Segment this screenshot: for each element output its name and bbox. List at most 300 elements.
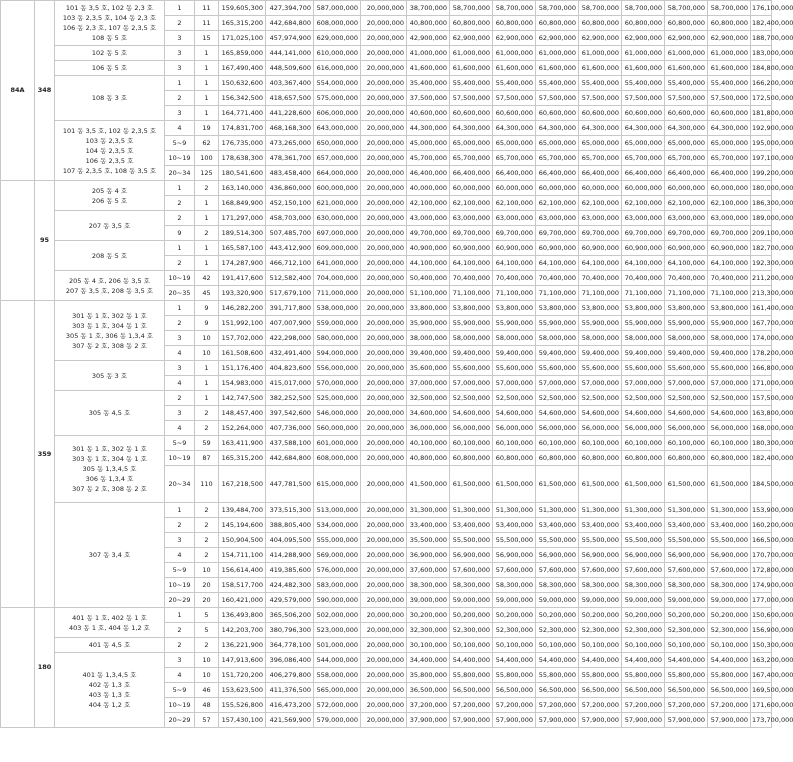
floor-cell: 20~34 bbox=[165, 466, 195, 503]
amount-cell: 164,771,400 bbox=[219, 106, 266, 121]
amount-cell: 38,300,000 bbox=[407, 578, 450, 593]
amount-cell: 163,800,000 bbox=[751, 406, 772, 421]
amount-cell: 382,252,500 bbox=[266, 391, 314, 406]
amount-cell: 46,400,000 bbox=[407, 166, 450, 181]
amount-cell: 182,700,000 bbox=[751, 241, 772, 256]
amount-cell: 608,000,000 bbox=[314, 16, 361, 31]
amount-cell: 20,000,000 bbox=[361, 61, 407, 76]
unit-range-line: 307 동 3,4 호 bbox=[88, 551, 131, 559]
unit-range-line: 101 동 3,5 호, 102 동 2,3 호 bbox=[65, 4, 154, 12]
amount-cell: 594,000,000 bbox=[314, 346, 361, 361]
amount-cell: 20,000,000 bbox=[361, 698, 407, 713]
amount-cell: 61,600,000 bbox=[493, 61, 536, 76]
amount-cell: 61,000,000 bbox=[536, 46, 579, 61]
amount-cell: 20,000,000 bbox=[361, 121, 407, 136]
amount-cell: 178,200,000 bbox=[751, 346, 772, 361]
amount-cell: 40,000,000 bbox=[407, 181, 450, 196]
amount-cell: 31,300,000 bbox=[407, 503, 450, 518]
amount-cell: 152,264,000 bbox=[219, 421, 266, 436]
amount-cell: 60,100,000 bbox=[493, 436, 536, 451]
amount-cell: 63,000,000 bbox=[665, 211, 708, 226]
amount-cell: 53,800,000 bbox=[493, 301, 536, 316]
amount-cell: 65,700,000 bbox=[493, 151, 536, 166]
unit-range-cell bbox=[55, 361, 165, 391]
amount-cell: 52,300,000 bbox=[493, 623, 536, 638]
amount-cell: 58,300,000 bbox=[708, 578, 751, 593]
amount-cell: 60,100,000 bbox=[450, 436, 493, 451]
floor-cell: 1 bbox=[165, 301, 195, 316]
amount-cell: 57,500,000 bbox=[450, 91, 493, 106]
amount-cell: 57,000,000 bbox=[622, 376, 665, 391]
amount-cell: 55,400,000 bbox=[708, 76, 751, 91]
amount-cell: 142,747,500 bbox=[219, 391, 266, 406]
table-row bbox=[1, 1, 772, 16]
table-row bbox=[1, 181, 772, 196]
amount-cell: 60,800,000 bbox=[708, 451, 751, 466]
amount-cell: 414,288,900 bbox=[266, 548, 314, 563]
amount-cell: 40,600,000 bbox=[407, 106, 450, 121]
amount-cell: 20,000,000 bbox=[361, 151, 407, 166]
amount-cell: 33,400,000 bbox=[407, 518, 450, 533]
amount-cell: 61,000,000 bbox=[493, 46, 536, 61]
unit-range-line: 303 동 1 호, 304 동 1 호 bbox=[72, 321, 147, 330]
amount-cell: 64,300,000 bbox=[708, 121, 751, 136]
amount-cell: 56,500,000 bbox=[708, 683, 751, 698]
amount-cell: 62,900,000 bbox=[450, 31, 493, 46]
floor-cell: 3 bbox=[165, 331, 195, 346]
unit-range-cell bbox=[55, 1, 165, 46]
amount-cell: 452,150,100 bbox=[266, 196, 314, 211]
amount-cell: 51,300,000 bbox=[579, 503, 622, 518]
floor-cell: 4 bbox=[165, 346, 195, 361]
table-row bbox=[1, 361, 772, 376]
amount-cell: 37,200,000 bbox=[407, 698, 450, 713]
amount-cell: 569,000,000 bbox=[314, 548, 361, 563]
area-size-cell: 348 bbox=[35, 1, 55, 181]
amount-cell: 54,400,000 bbox=[622, 653, 665, 668]
amount-cell: 60,100,000 bbox=[622, 436, 665, 451]
amount-cell: 60,000,000 bbox=[622, 181, 665, 196]
amount-cell: 60,600,000 bbox=[493, 106, 536, 121]
amount-cell: 151,992,100 bbox=[219, 316, 266, 331]
amount-cell: 65,000,000 bbox=[579, 136, 622, 151]
amount-cell: 61,500,000 bbox=[493, 466, 536, 503]
amount-cell: 55,900,000 bbox=[622, 316, 665, 331]
amount-cell: 20,000,000 bbox=[361, 451, 407, 466]
count-cell: 2 bbox=[195, 533, 219, 548]
amount-cell: 57,200,000 bbox=[622, 698, 665, 713]
amount-cell: 20,000,000 bbox=[361, 638, 407, 653]
unit-range-line: 305 동 1,3,4,5 호 bbox=[82, 465, 137, 473]
amount-cell: 55,900,000 bbox=[665, 316, 708, 331]
amount-cell: 160,421,000 bbox=[219, 593, 266, 608]
amount-cell: 54,400,000 bbox=[708, 653, 751, 668]
amount-cell: 58,000,000 bbox=[665, 331, 708, 346]
amount-cell: 55,800,000 bbox=[708, 668, 751, 683]
amount-cell: 65,000,000 bbox=[536, 136, 579, 151]
amount-cell: 60,100,000 bbox=[665, 436, 708, 451]
amount-cell: 62,900,000 bbox=[622, 31, 665, 46]
amount-cell: 20,000,000 bbox=[361, 76, 407, 91]
amount-cell: 53,400,000 bbox=[450, 518, 493, 533]
amount-cell: 616,000,000 bbox=[314, 61, 361, 76]
unit-range-cell bbox=[55, 391, 165, 436]
floor-cell: 5~9 bbox=[165, 436, 195, 451]
floor-cell: 4 bbox=[165, 121, 195, 136]
area-size-cell: 95 bbox=[35, 181, 55, 301]
amount-cell: 69,700,000 bbox=[450, 226, 493, 241]
amount-cell: 61,500,000 bbox=[665, 466, 708, 503]
amount-cell: 54,400,000 bbox=[579, 653, 622, 668]
amount-cell: 62,100,000 bbox=[450, 196, 493, 211]
floor-cell: 5~9 bbox=[165, 563, 195, 578]
amount-cell: 466,712,100 bbox=[266, 256, 314, 271]
floor-cell: 3 bbox=[165, 61, 195, 76]
amount-cell: 60,000,000 bbox=[708, 181, 751, 196]
amount-cell: 61,500,000 bbox=[450, 466, 493, 503]
amount-cell: 64,300,000 bbox=[665, 121, 708, 136]
amount-cell: 56,500,000 bbox=[536, 683, 579, 698]
amount-cell: 57,200,000 bbox=[493, 698, 536, 713]
amount-cell: 57,900,000 bbox=[708, 713, 751, 728]
amount-cell: 151,176,400 bbox=[219, 361, 266, 376]
amount-cell: 180,300,000 bbox=[751, 436, 772, 451]
amount-cell: 704,000,000 bbox=[314, 271, 361, 286]
amount-cell: 52,300,000 bbox=[579, 623, 622, 638]
amount-cell: 51,300,000 bbox=[665, 503, 708, 518]
amount-cell: 20,000,000 bbox=[361, 316, 407, 331]
amount-cell: 62,100,000 bbox=[536, 196, 579, 211]
amount-cell: 57,500,000 bbox=[708, 91, 751, 106]
amount-cell: 171,297,000 bbox=[219, 211, 266, 226]
unit-range-line: 102 동 5 호 bbox=[91, 49, 128, 57]
count-cell: 15 bbox=[195, 31, 219, 46]
floor-cell: 20~29 bbox=[165, 713, 195, 728]
unit-range-cell bbox=[55, 181, 165, 211]
amount-cell: 54,600,000 bbox=[622, 406, 665, 421]
amount-cell: 51,300,000 bbox=[708, 503, 751, 518]
amount-cell: 71,100,000 bbox=[579, 286, 622, 301]
count-cell: 1 bbox=[195, 391, 219, 406]
amount-cell: 37,900,000 bbox=[407, 713, 450, 728]
amount-cell: 166,800,000 bbox=[751, 361, 772, 376]
unit-range-line: 307 동 2 호, 308 동 2 호 bbox=[72, 341, 147, 350]
amount-cell: 174,831,700 bbox=[219, 121, 266, 136]
amount-cell: 59,000,000 bbox=[579, 593, 622, 608]
housing-type-cell: 84A bbox=[1, 1, 35, 181]
unit-range-line: 103 동 2,3,5 호 bbox=[85, 136, 134, 145]
amount-cell: 57,200,000 bbox=[708, 698, 751, 713]
amount-cell: 20,000,000 bbox=[361, 376, 407, 391]
amount-cell: 60,800,000 bbox=[450, 16, 493, 31]
housing-type-cell bbox=[1, 301, 35, 608]
amount-cell: 58,700,000 bbox=[493, 1, 536, 16]
count-cell: 1 bbox=[195, 241, 219, 256]
amount-cell: 167,700,000 bbox=[751, 316, 772, 331]
unit-range-line: 207 동 3,5 호 bbox=[88, 221, 131, 230]
amount-cell: 20,000,000 bbox=[361, 1, 407, 16]
amount-cell: 153,900,000 bbox=[751, 503, 772, 518]
floor-cell: 10~19 bbox=[165, 451, 195, 466]
amount-cell: 50,100,000 bbox=[493, 638, 536, 653]
floor-cell: 3 bbox=[165, 533, 195, 548]
amount-cell: 407,007,900 bbox=[266, 316, 314, 331]
amount-cell: 458,703,000 bbox=[266, 211, 314, 226]
table-row bbox=[1, 436, 772, 451]
amount-cell: 63,000,000 bbox=[708, 211, 751, 226]
amount-cell: 20,000,000 bbox=[361, 136, 407, 151]
amount-cell: 160,200,000 bbox=[751, 518, 772, 533]
amount-cell: 60,800,000 bbox=[536, 451, 579, 466]
amount-cell: 664,000,000 bbox=[314, 166, 361, 181]
amount-cell: 61,000,000 bbox=[450, 46, 493, 61]
amount-cell: 20,000,000 bbox=[361, 46, 407, 61]
amount-cell: 57,000,000 bbox=[579, 376, 622, 391]
amount-cell: 157,430,100 bbox=[219, 713, 266, 728]
amount-cell: 44,100,000 bbox=[407, 256, 450, 271]
amount-cell: 55,600,000 bbox=[450, 361, 493, 376]
amount-cell: 416,473,200 bbox=[266, 698, 314, 713]
amount-cell: 60,600,000 bbox=[450, 106, 493, 121]
amount-cell: 60,800,000 bbox=[493, 451, 536, 466]
table-row bbox=[1, 271, 772, 286]
amount-cell: 20,000,000 bbox=[361, 578, 407, 593]
amount-cell: 544,000,000 bbox=[314, 653, 361, 668]
unit-range-line: 401 동 1 호, 402 동 1 호 bbox=[72, 613, 147, 622]
amount-cell: 55,600,000 bbox=[708, 361, 751, 376]
amount-cell: 39,400,000 bbox=[407, 346, 450, 361]
amount-cell: 432,491,400 bbox=[266, 346, 314, 361]
amount-cell: 139,484,700 bbox=[219, 503, 266, 518]
amount-cell: 37,500,000 bbox=[407, 91, 450, 106]
amount-cell: 56,900,000 bbox=[708, 548, 751, 563]
amount-cell: 554,000,000 bbox=[314, 76, 361, 91]
amount-cell: 59,400,000 bbox=[493, 346, 536, 361]
amount-cell: 57,600,000 bbox=[579, 563, 622, 578]
table-row bbox=[1, 121, 772, 136]
amount-cell: 437,588,100 bbox=[266, 436, 314, 451]
amount-cell: 20,000,000 bbox=[361, 533, 407, 548]
amount-cell: 70,400,000 bbox=[708, 271, 751, 286]
amount-cell: 58,700,000 bbox=[579, 1, 622, 16]
amount-cell: 40,800,000 bbox=[407, 451, 450, 466]
amount-cell: 59,400,000 bbox=[536, 346, 579, 361]
amount-cell: 421,569,900 bbox=[266, 713, 314, 728]
table-row bbox=[1, 391, 772, 406]
amount-cell: 570,000,000 bbox=[314, 376, 361, 391]
amount-cell: 65,700,000 bbox=[622, 151, 665, 166]
amount-cell: 55,500,000 bbox=[493, 533, 536, 548]
amount-cell: 60,600,000 bbox=[708, 106, 751, 121]
amount-cell: 69,700,000 bbox=[579, 226, 622, 241]
amount-cell: 60,000,000 bbox=[450, 181, 493, 196]
amount-cell: 56,900,000 bbox=[579, 548, 622, 563]
amount-cell: 65,700,000 bbox=[665, 151, 708, 166]
amount-cell: 55,800,000 bbox=[579, 668, 622, 683]
amount-cell: 64,300,000 bbox=[579, 121, 622, 136]
amount-cell: 161,508,600 bbox=[219, 346, 266, 361]
amount-cell: 34,400,000 bbox=[407, 653, 450, 668]
amount-cell: 168,849,900 bbox=[219, 196, 266, 211]
amount-cell: 60,800,000 bbox=[665, 16, 708, 31]
amount-cell: 64,300,000 bbox=[536, 121, 579, 136]
amount-cell: 50,400,000 bbox=[407, 271, 450, 286]
amount-cell: 54,600,000 bbox=[450, 406, 493, 421]
unit-range-line: 305 동 3 호 bbox=[91, 371, 128, 380]
amount-cell: 59,000,000 bbox=[493, 593, 536, 608]
amount-cell: 20,000,000 bbox=[361, 668, 407, 683]
amount-cell: 60,000,000 bbox=[579, 181, 622, 196]
count-cell: 1 bbox=[195, 76, 219, 91]
amount-cell: 38,700,000 bbox=[407, 1, 450, 16]
amount-cell: 62,100,000 bbox=[493, 196, 536, 211]
amount-cell: 609,000,000 bbox=[314, 241, 361, 256]
amount-cell: 56,500,000 bbox=[579, 683, 622, 698]
amount-cell: 52,500,000 bbox=[493, 391, 536, 406]
amount-cell: 50,200,000 bbox=[579, 608, 622, 623]
table-row bbox=[1, 503, 772, 518]
amount-cell: 66,400,000 bbox=[536, 166, 579, 181]
amount-cell: 53,400,000 bbox=[665, 518, 708, 533]
amount-cell: 189,000,000 bbox=[751, 211, 772, 226]
amount-cell: 55,400,000 bbox=[665, 76, 708, 91]
amount-cell: 35,800,000 bbox=[407, 668, 450, 683]
amount-cell: 62,900,000 bbox=[536, 31, 579, 46]
amount-cell: 60,000,000 bbox=[493, 181, 536, 196]
count-cell: 2 bbox=[195, 503, 219, 518]
amount-cell: 20,000,000 bbox=[361, 91, 407, 106]
unit-range-cell bbox=[55, 46, 165, 61]
amount-cell: 178,638,300 bbox=[219, 151, 266, 166]
amount-cell: 163,200,000 bbox=[751, 653, 772, 668]
amount-cell: 52,300,000 bbox=[708, 623, 751, 638]
amount-cell: 60,000,000 bbox=[536, 181, 579, 196]
count-cell: 42 bbox=[195, 271, 219, 286]
amount-cell: 606,000,000 bbox=[314, 106, 361, 121]
amount-cell: 172,500,000 bbox=[751, 91, 772, 106]
amount-cell: 418,657,500 bbox=[266, 91, 314, 106]
amount-cell: 58,300,000 bbox=[493, 578, 536, 593]
amount-cell: 55,500,000 bbox=[665, 533, 708, 548]
amount-cell: 193,320,900 bbox=[219, 286, 266, 301]
amount-cell: 53,800,000 bbox=[536, 301, 579, 316]
amount-cell: 142,203,700 bbox=[219, 623, 266, 638]
amount-cell: 55,400,000 bbox=[450, 76, 493, 91]
amount-cell: 156,342,500 bbox=[219, 91, 266, 106]
floor-cell: 2 bbox=[165, 16, 195, 31]
amount-cell: 71,100,000 bbox=[450, 286, 493, 301]
amount-cell: 55,800,000 bbox=[536, 668, 579, 683]
amount-cell: 154,983,000 bbox=[219, 376, 266, 391]
amount-cell: 56,900,000 bbox=[493, 548, 536, 563]
amount-cell: 173,700,000 bbox=[751, 713, 772, 728]
amount-cell: 57,000,000 bbox=[708, 376, 751, 391]
amount-cell: 195,000,000 bbox=[751, 136, 772, 151]
amount-cell: 55,400,000 bbox=[622, 76, 665, 91]
amount-cell: 54,600,000 bbox=[493, 406, 536, 421]
amount-cell: 443,412,900 bbox=[266, 241, 314, 256]
amount-cell: 56,500,000 bbox=[622, 683, 665, 698]
amount-cell: 20,000,000 bbox=[361, 181, 407, 196]
amount-cell: 66,400,000 bbox=[622, 166, 665, 181]
amount-cell: 199,200,000 bbox=[751, 166, 772, 181]
floor-cell: 4 bbox=[165, 376, 195, 391]
count-cell: 10 bbox=[195, 346, 219, 361]
amount-cell: 404,823,600 bbox=[266, 361, 314, 376]
amount-cell: 64,300,000 bbox=[622, 121, 665, 136]
amount-cell: 55,500,000 bbox=[450, 533, 493, 548]
amount-cell: 62,900,000 bbox=[708, 31, 751, 46]
amount-cell: 60,800,000 bbox=[536, 16, 579, 31]
count-cell: 1 bbox=[195, 361, 219, 376]
amount-cell: 65,000,000 bbox=[493, 136, 536, 151]
unit-range-line: 108 동 5 호 bbox=[91, 34, 128, 42]
count-cell: 87 bbox=[195, 451, 219, 466]
amount-cell: 50,100,000 bbox=[665, 638, 708, 653]
amount-cell: 64,100,000 bbox=[622, 256, 665, 271]
amount-cell: 69,700,000 bbox=[665, 226, 708, 241]
amount-cell: 64,100,000 bbox=[536, 256, 579, 271]
amount-cell: 58,000,000 bbox=[579, 331, 622, 346]
unit-range-cell bbox=[55, 503, 165, 608]
amount-cell: 583,000,000 bbox=[314, 578, 361, 593]
amount-cell: 20,000,000 bbox=[361, 166, 407, 181]
floor-cell: 20~34 bbox=[165, 166, 195, 181]
count-cell: 10 bbox=[195, 653, 219, 668]
amount-cell: 35,500,000 bbox=[407, 533, 450, 548]
amount-cell: 174,287,900 bbox=[219, 256, 266, 271]
amount-cell: 411,376,500 bbox=[266, 683, 314, 698]
amount-cell: 630,000,000 bbox=[314, 211, 361, 226]
amount-cell: 54,400,000 bbox=[450, 653, 493, 668]
count-cell: 1 bbox=[195, 91, 219, 106]
amount-cell: 53,400,000 bbox=[708, 518, 751, 533]
amount-cell: 60,800,000 bbox=[493, 16, 536, 31]
amount-cell: 61,000,000 bbox=[622, 46, 665, 61]
amount-cell: 442,684,800 bbox=[266, 451, 314, 466]
amount-cell: 53,400,000 bbox=[493, 518, 536, 533]
unit-range-line: 205 동 4 호 bbox=[91, 186, 128, 195]
amount-cell: 54,600,000 bbox=[708, 406, 751, 421]
amount-cell: 61,000,000 bbox=[579, 46, 622, 61]
amount-cell: 20,000,000 bbox=[361, 563, 407, 578]
amount-cell: 60,900,000 bbox=[665, 241, 708, 256]
amount-cell: 36,000,000 bbox=[407, 421, 450, 436]
amount-cell: 55,400,000 bbox=[493, 76, 536, 91]
amount-cell: 61,500,000 bbox=[622, 466, 665, 503]
amount-cell: 20,000,000 bbox=[361, 106, 407, 121]
amount-cell: 55,500,000 bbox=[536, 533, 579, 548]
amount-cell: 56,900,000 bbox=[450, 548, 493, 563]
unit-range-line: 103 동 2,3,5 호, 104 동 2,3 호 bbox=[62, 14, 157, 22]
amount-cell: 63,000,000 bbox=[622, 211, 665, 226]
amount-cell: 53,800,000 bbox=[708, 301, 751, 316]
amount-cell: 59,400,000 bbox=[665, 346, 708, 361]
count-cell: 57 bbox=[195, 713, 219, 728]
unit-range-line: 305 동 4,5 호 bbox=[88, 409, 131, 417]
amount-cell: 20,000,000 bbox=[361, 346, 407, 361]
amount-cell: 192,300,000 bbox=[751, 256, 772, 271]
floor-cell: 5~9 bbox=[165, 136, 195, 151]
amount-cell: 60,900,000 bbox=[536, 241, 579, 256]
amount-cell: 177,000,000 bbox=[751, 593, 772, 608]
amount-cell: 57,500,000 bbox=[665, 91, 708, 106]
count-cell: 10 bbox=[195, 563, 219, 578]
unit-range-line: 301 동 1 호, 302 동 1 호 bbox=[72, 311, 147, 320]
count-cell: 10 bbox=[195, 331, 219, 346]
amount-cell: 615,000,000 bbox=[314, 466, 361, 503]
table-row bbox=[1, 301, 772, 316]
